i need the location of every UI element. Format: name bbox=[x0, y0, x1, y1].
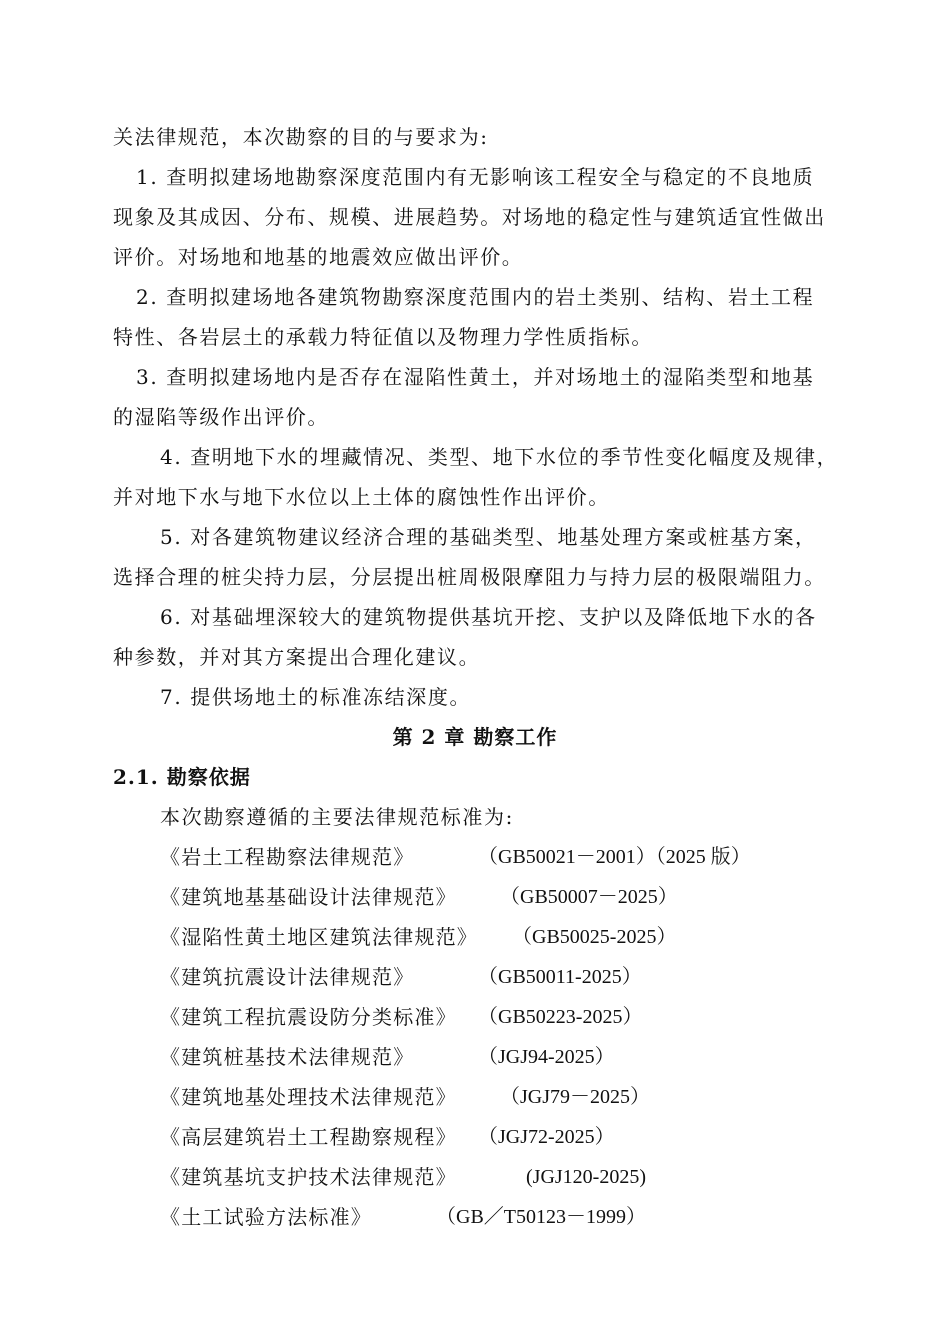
section-title: 2.1. 勘察依据 bbox=[113, 765, 251, 789]
standard-name: 《建筑基坑支护技术法律规范》 bbox=[160, 1165, 457, 1189]
standard-code: （GB50007－2025） bbox=[500, 886, 678, 908]
standard-code: （JGJ94-2025） bbox=[478, 1046, 615, 1068]
standard-code: （JGJ79－2025） bbox=[500, 1086, 651, 1108]
paragraph-line: 6. 对基础埋深较大的建筑物提供基坑开挖、支护以及降低地下水的各 bbox=[160, 605, 817, 629]
standard-name: 《建筑抗震设计法律规范》 bbox=[160, 965, 415, 989]
standard-code: （GB50021－2001）（2025 版） bbox=[478, 846, 751, 868]
standard-code: （JGJ72-2025） bbox=[478, 1126, 615, 1148]
standard-name: 《建筑地基处理技术法律规范》 bbox=[160, 1085, 457, 1109]
standard-code: （GB50223-2025） bbox=[478, 1006, 643, 1028]
paragraph-line: 7. 提供场地土的标准冻结深度。 bbox=[160, 685, 472, 709]
paragraph-line: 4. 查明地下水的埋藏情况、类型、地下水位的季节性变化幅度及规律， bbox=[160, 445, 839, 469]
paragraph-line: 并对地下水与地下水位以上土体的腐蚀性作出评价。 bbox=[113, 485, 610, 509]
standard-code: （GB50025-2025） bbox=[512, 926, 677, 948]
paragraph-line: 选择合理的桩尖持力层，分层提出桩周极限摩阻力与持力层的极限端阻力。 bbox=[113, 565, 826, 589]
standard-code: (JGJ120-2025) bbox=[526, 1166, 646, 1188]
standard-code: （GB／T50123－1999） bbox=[436, 1206, 646, 1228]
standard-name: 《湿陷性黄土地区建筑法律规范》 bbox=[160, 925, 478, 949]
chapter-title: 第 2 章 勘察工作 bbox=[392, 725, 558, 749]
standard-name: 《岩土工程勘察法律规范》 bbox=[160, 845, 415, 869]
standard-name: 《建筑地基基础设计法律规范》 bbox=[160, 885, 457, 909]
paragraph-line: 特性、各岩层土的承载力特征值以及物理力学性质指标。 bbox=[113, 325, 653, 349]
paragraph-line: 2. 查明拟建场地各建筑物勘察深度范围内的岩土类别、结构、岩土工程 bbox=[136, 285, 815, 309]
paragraph-line: 种参数，并对其方案提出合理化建议。 bbox=[113, 645, 481, 669]
paragraph-line: 的湿陷等级作出评价。 bbox=[113, 405, 329, 429]
standard-name: 《高层建筑岩土工程勘察规程》 bbox=[160, 1125, 457, 1149]
standard-code: （GB50011-2025） bbox=[478, 966, 642, 988]
paragraph-line: 评价。对场地和地基的地震效应做出评价。 bbox=[113, 245, 524, 269]
paragraph-line: 1. 查明拟建场地勘察深度范围内有无影响该工程安全与稳定的不良地质 bbox=[136, 165, 815, 189]
paragraph-line: 关法律规范，本次勘察的目的与要求为: bbox=[113, 125, 489, 149]
paragraph-line: 现象及其成因、分布、规模、进展趋势。对场地的稳定性与建筑适宜性做出 bbox=[113, 205, 826, 229]
standard-name: 《建筑工程抗震设防分类标准》 bbox=[160, 1005, 457, 1029]
paragraph-line: 3. 查明拟建场地内是否存在湿陷性黄土，并对场地土的湿陷类型和地基 bbox=[136, 365, 815, 389]
intro-line: 本次勘察遵循的主要法律规范标准为: bbox=[160, 805, 514, 829]
paragraph-line: 5. 对各建筑物建议经济合理的基础类型、地基处理方案或桩基方案， bbox=[160, 525, 817, 549]
standard-name: 《建筑桩基技术法律规范》 bbox=[160, 1045, 415, 1069]
standard-name: 《土工试验方法标准》 bbox=[160, 1205, 372, 1229]
